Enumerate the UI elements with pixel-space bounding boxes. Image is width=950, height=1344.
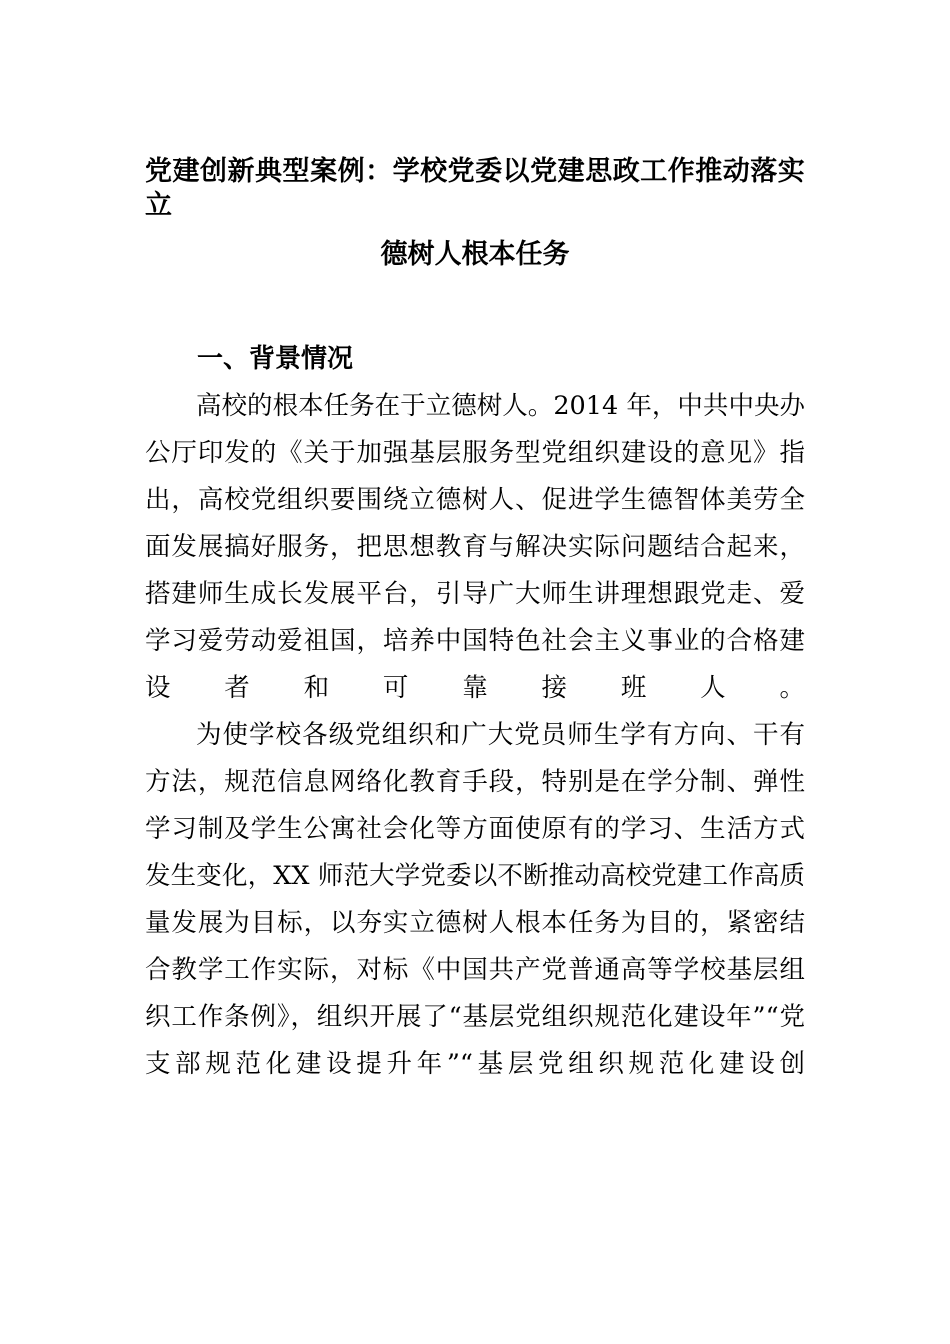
body-paragraph-2: 为使学校各级党组织和广大党员师生学有方向、干有方法，规范信息网络化教育手段，特别是在学分制、弹性学习制及学生公寓社会化等方面使原有的学习、生活方式发生变化，XX 师范大学党委以不断推动高校党建工作高质量发展为目标，以夯实立德树人根本任务为目的，紧密结合教学工作实际，对标《中国共产党普通高等学校基层组织工作条例》，组织开展了“基层党组织规范化建设年”“党支部规范化建设提升年”“基层党组织规范化建设创: [145, 720, 805, 1079]
document-title-line-2: 德树人根本任务: [380, 239, 570, 270]
document-title-line-1: 党建创新典型案例：学校党委以党建思政工作推动落实立: [145, 156, 805, 221]
page-content-column: [145, 0, 805, 1088]
body-paragraph-1: 高校的根本任务在于立德树人。2014 年，中共中央办公厅印发的《关于加强基层服务型党组织建设的意见》指出，高校党组织要围绕立德树人、促进学生德智体美劳全面发展搞好服务，把思想教育与解决实际问题结合起来，搭建师生成长发展平台，引导广大师生讲理想跟党走、爱学习爱劳动爱祖国，培养中国特色社会主义事业的合格建设者和可靠接班人。: [145, 391, 805, 703]
document-title: [145, 0, 805, 272]
section-heading-background: 一、背景情况: [197, 344, 354, 374]
